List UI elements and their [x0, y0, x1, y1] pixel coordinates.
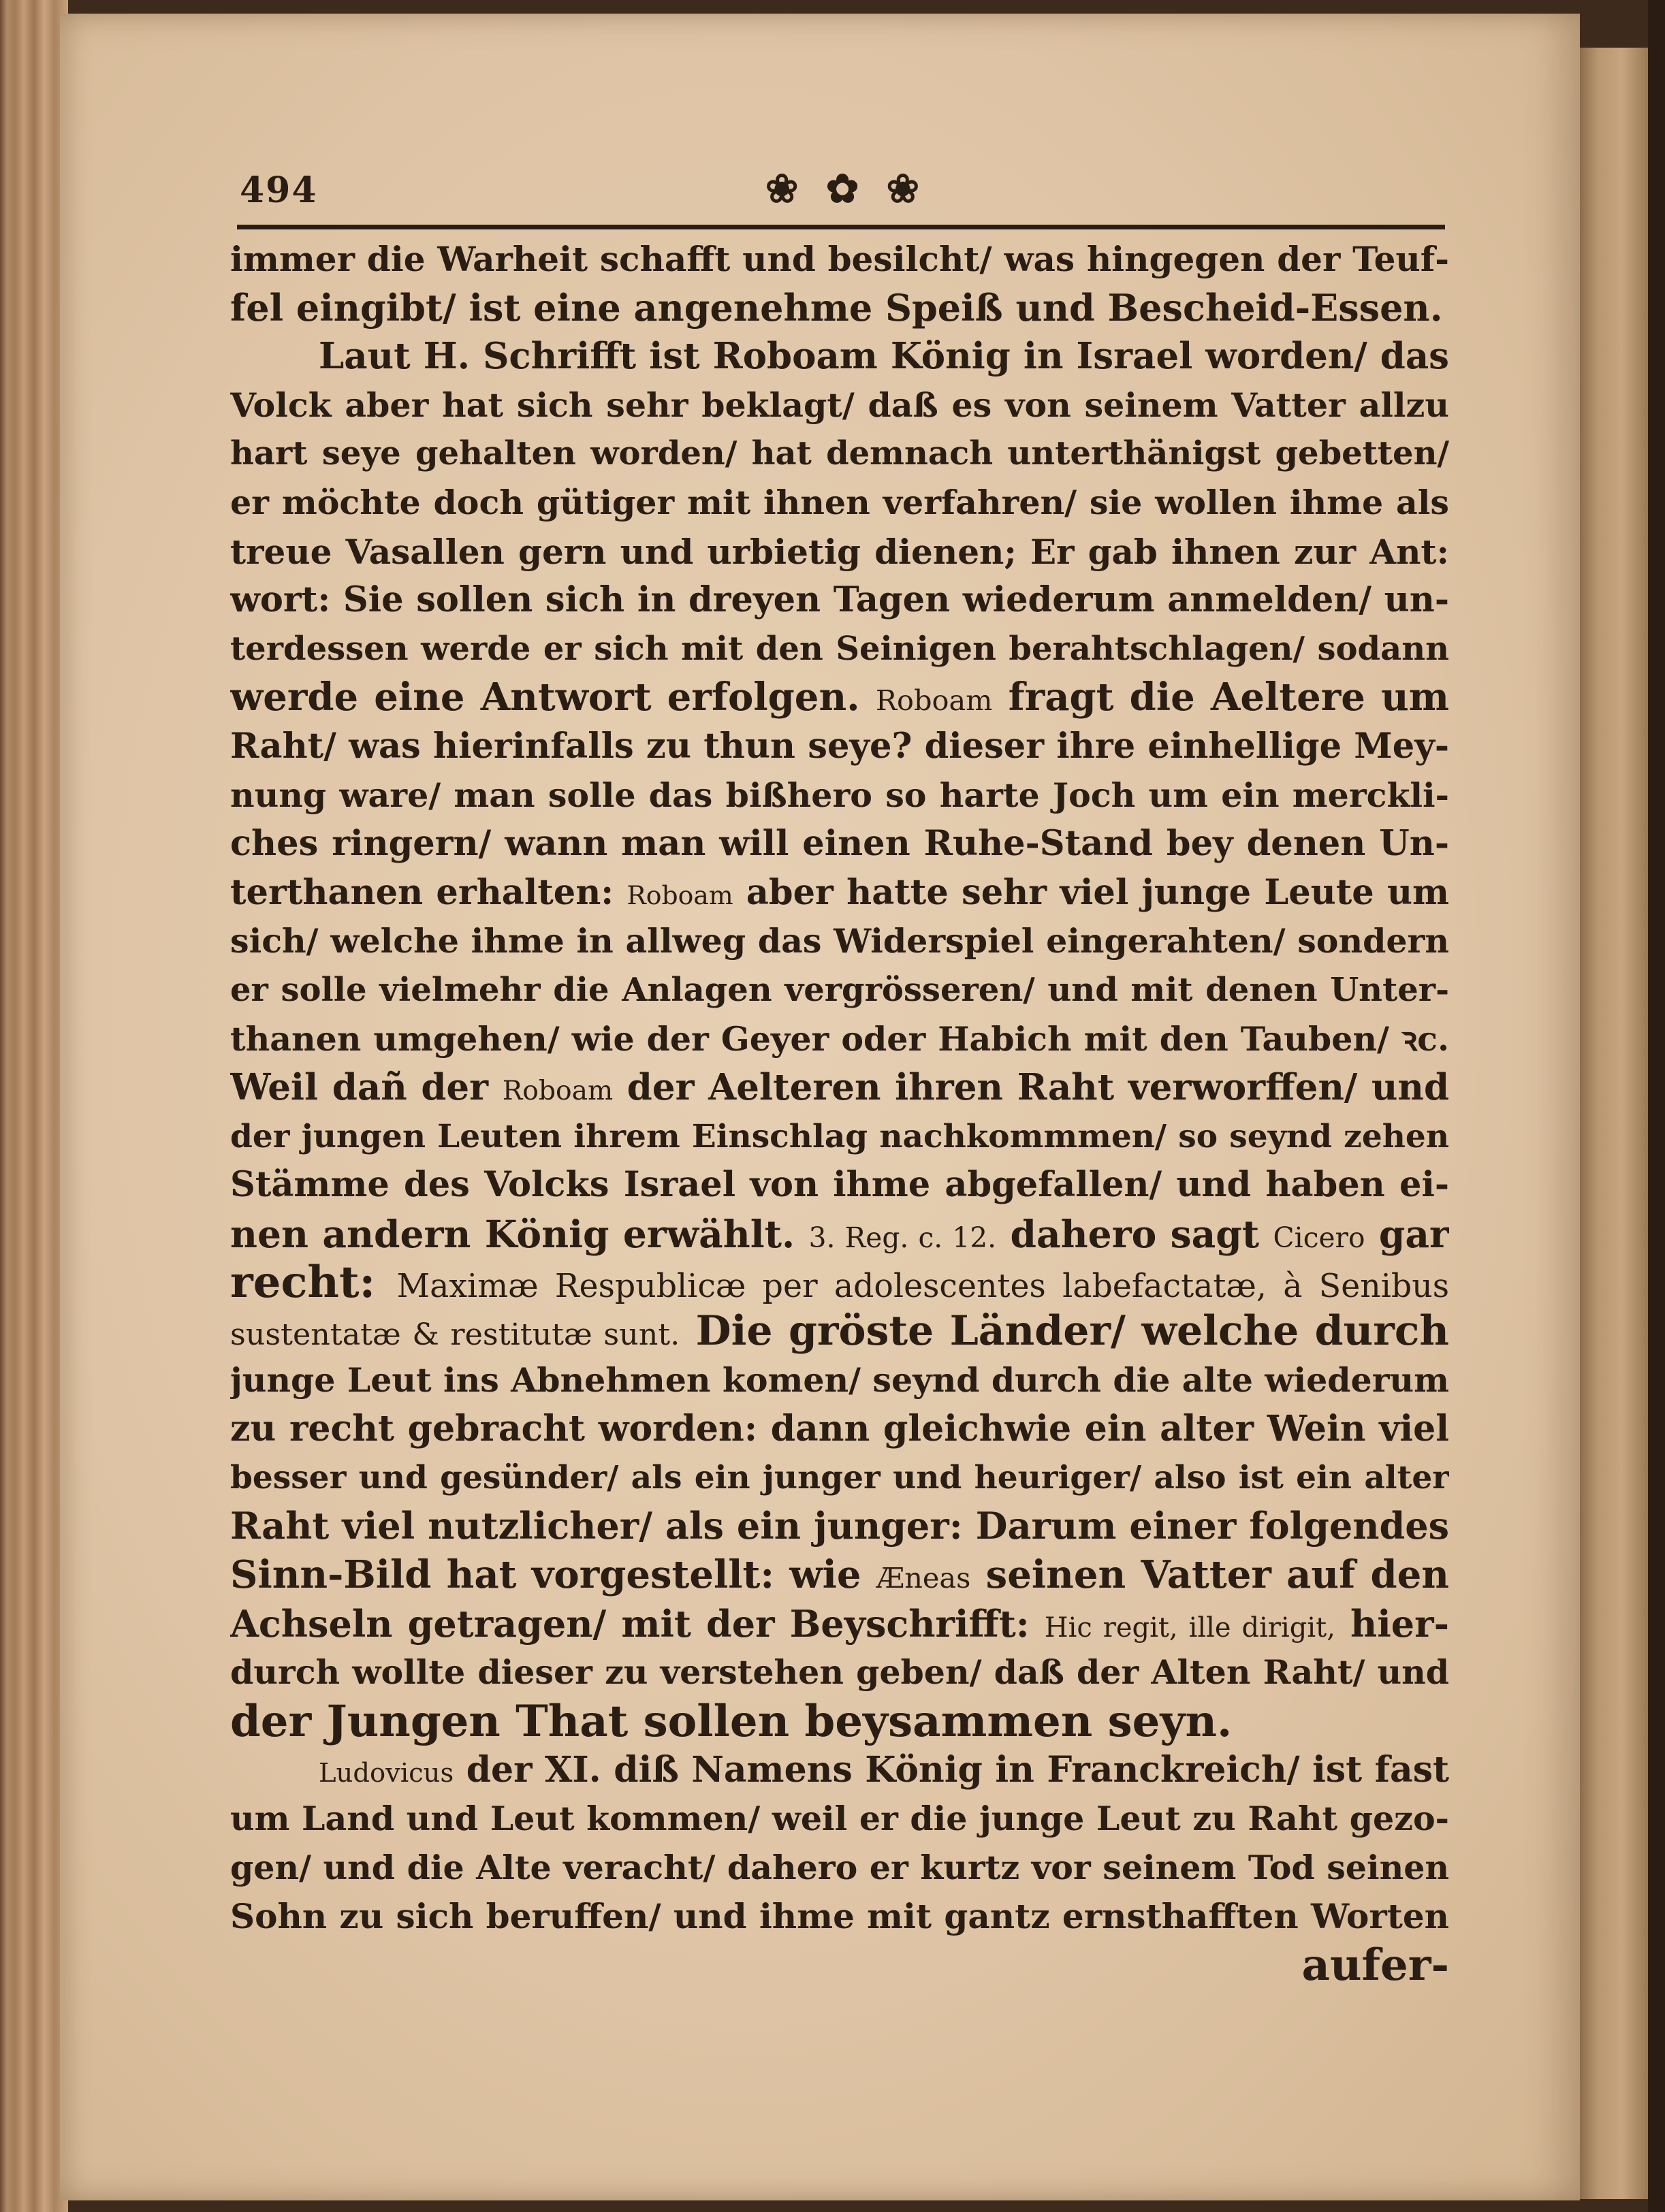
- text-line: terdessen werde er sich mit den Seinigen berahtschlagen/ sodann: [230, 629, 1449, 668]
- text-line: [230, 869, 1449, 918]
- book-right-edge: [1573, 48, 1655, 2199]
- text-segment: terthanen erhalten:: [230, 871, 614, 913]
- body-text: [230, 235, 1449, 1989]
- text-line: besser und gesünder/ als ein junger und heuriger/ also ist ein alter: [230, 1458, 1449, 1496]
- text-line: treue Vasallen gern und urbietig dienen; Er gab ihnen zur Ant:: [230, 531, 1449, 572]
- text-line: [230, 1063, 1449, 1112]
- citation: 3. Reg. c. 12.: [808, 1221, 997, 1254]
- text-line: sich/ welche ihme in allweg das Widerspiel eingerahten/ sondern: [230, 921, 1449, 961]
- text-line: immer die Warheit schafft und besilcht/ was hingegen der Teuf‑: [230, 239, 1449, 279]
- text-segment: werde eine Antwort erfolgen.: [230, 675, 860, 720]
- text-line: [230, 1210, 1449, 1259]
- text-segment: der XI. diß Namens König in Franckreich/ ist fast: [466, 1749, 1449, 1791]
- text-line: [230, 1307, 1449, 1356]
- background: [1648, 0, 1665, 2212]
- text-segment: Sinn‑Bild hat vorgestellt: wie: [230, 1552, 861, 1598]
- text-segment: recht:: [230, 1258, 376, 1308]
- text-segment: fragt die Aeltere um: [1008, 675, 1449, 720]
- text-segment: Achseln getragen/ mit der Beyschrifft:: [230, 1601, 1030, 1646]
- text-line: Raht viel nutzlicher/ als ein junger: Darum einer folgendes: [230, 1504, 1449, 1548]
- text-line: Laut H. Schrifft ist Roboam König in Israel worden/ das: [319, 335, 1449, 378]
- book-page-edges: [0, 0, 68, 2212]
- latin-name: Roboam: [627, 880, 733, 910]
- text-line: der jungen Leuten ihrem Einschlag nachkommmen/ so seynd zehen: [230, 1117, 1449, 1155]
- text-segment: gar: [1378, 1211, 1449, 1256]
- text-line: er möchte doch gütiger mit ihnen verfahren/ sie wollen ihme als: [230, 482, 1449, 522]
- text-line: Sohn zu sich beruffen/ und ihme mit gantz ernsthafften Worten: [230, 1896, 1449, 1937]
- text-line: [230, 1551, 1449, 1600]
- text-segment: Weil dañ der: [230, 1066, 489, 1109]
- text-line: gen/ und die Alte veracht/ dahero er kurtz vor seinem Tod seinen: [230, 1847, 1449, 1887]
- catchword: aufer‑: [1301, 1940, 1449, 1990]
- text-line: nung ware/ man solle das bißhero so harte Joch um ein merckli‑: [230, 775, 1449, 815]
- text-line: er solle vielmehr die Anlagen vergrösseren/ und mit denen Unter‑: [230, 970, 1449, 1009]
- latin-name: Roboam: [875, 684, 993, 718]
- text-line: [230, 673, 1449, 722]
- text-line: junge Leut ins Abnehmen komen/ seynd durch die alte wiederum: [230, 1360, 1449, 1400]
- text-line: um Land und Leut kommen/ weil er die junge Leut zu Raht gezo‑: [230, 1799, 1449, 1838]
- text-line: wort: Sie sollen sich in dreyen Tagen wiederum anmelden/ un‑: [230, 579, 1449, 621]
- text-line: Raht/ was hierinfalls zu thun seye? dieser ihre einhellige Mey‑: [230, 725, 1449, 767]
- latin-quote: Maximæ Respublicæ per adolescentes labefactatæ, à Senibus: [396, 1268, 1449, 1306]
- latin-name: Roboam: [502, 1076, 614, 1107]
- latin-name: Ludovicus: [319, 1758, 454, 1789]
- text-segment: nen andern König erwählt.: [230, 1211, 795, 1256]
- latin-quote: Hic regit, ille dirigit,: [1044, 1612, 1335, 1644]
- text-line: [230, 1746, 1449, 1795]
- text-line: der Jungen That sollen beysammen seyn.: [230, 1697, 1233, 1746]
- latin-quote: sustentatæ & restitutæ sunt.: [230, 1317, 680, 1353]
- text-segment: Die gröste Länder/ welche durch: [695, 1307, 1449, 1356]
- text-line: hart seye gehalten worden/ hat demnach unterthänigst gebetten/: [230, 434, 1449, 473]
- page-number: 494: [240, 170, 318, 211]
- text-line: Volck aber hat sich sehr beklagt/ daß es von seinem Vatter allzu: [230, 385, 1449, 425]
- header-rule: [237, 225, 1445, 229]
- text-line: fel eingibt/ ist eine angenehme Speiß und Bescheid‑Essen.: [230, 285, 1443, 330]
- text-line: Stämme des Volcks Israel von ihme abgefallen/ und haben ei‑: [230, 1164, 1449, 1206]
- text-line: [230, 1258, 1449, 1307]
- text-segment: seinen Vatter auf den: [985, 1552, 1449, 1598]
- text-segment: aber hatte sehr viel junge Leute um: [746, 871, 1449, 913]
- text-line: [230, 1600, 1449, 1649]
- page-header: [240, 165, 1445, 220]
- text-line: durch wollte dieser zu verstehen geben/ daß der Alten Raht/ und: [230, 1652, 1449, 1693]
- text-segment: der Aelteren ihren Raht verworffen/ und: [627, 1066, 1449, 1109]
- latin-name: Æneas: [876, 1562, 971, 1595]
- latin-name: Cicero: [1273, 1221, 1365, 1254]
- text-line: thanen umgehen/ wie der Geyer oder Habich mit den Tauben/ ꝛc.: [230, 1019, 1449, 1059]
- text-line: ches ringern/ wann man will einen Ruhe‑Stand bey denen Un‑: [230, 823, 1449, 865]
- text-segment: dahero sagt: [1010, 1211, 1260, 1256]
- header-ornament: ❀ ✿ ❀: [765, 165, 927, 212]
- text-line: zu recht gebracht worden: dann gleichwie ein alter Wein viel: [230, 1408, 1449, 1450]
- text-segment: hier‑: [1350, 1601, 1449, 1646]
